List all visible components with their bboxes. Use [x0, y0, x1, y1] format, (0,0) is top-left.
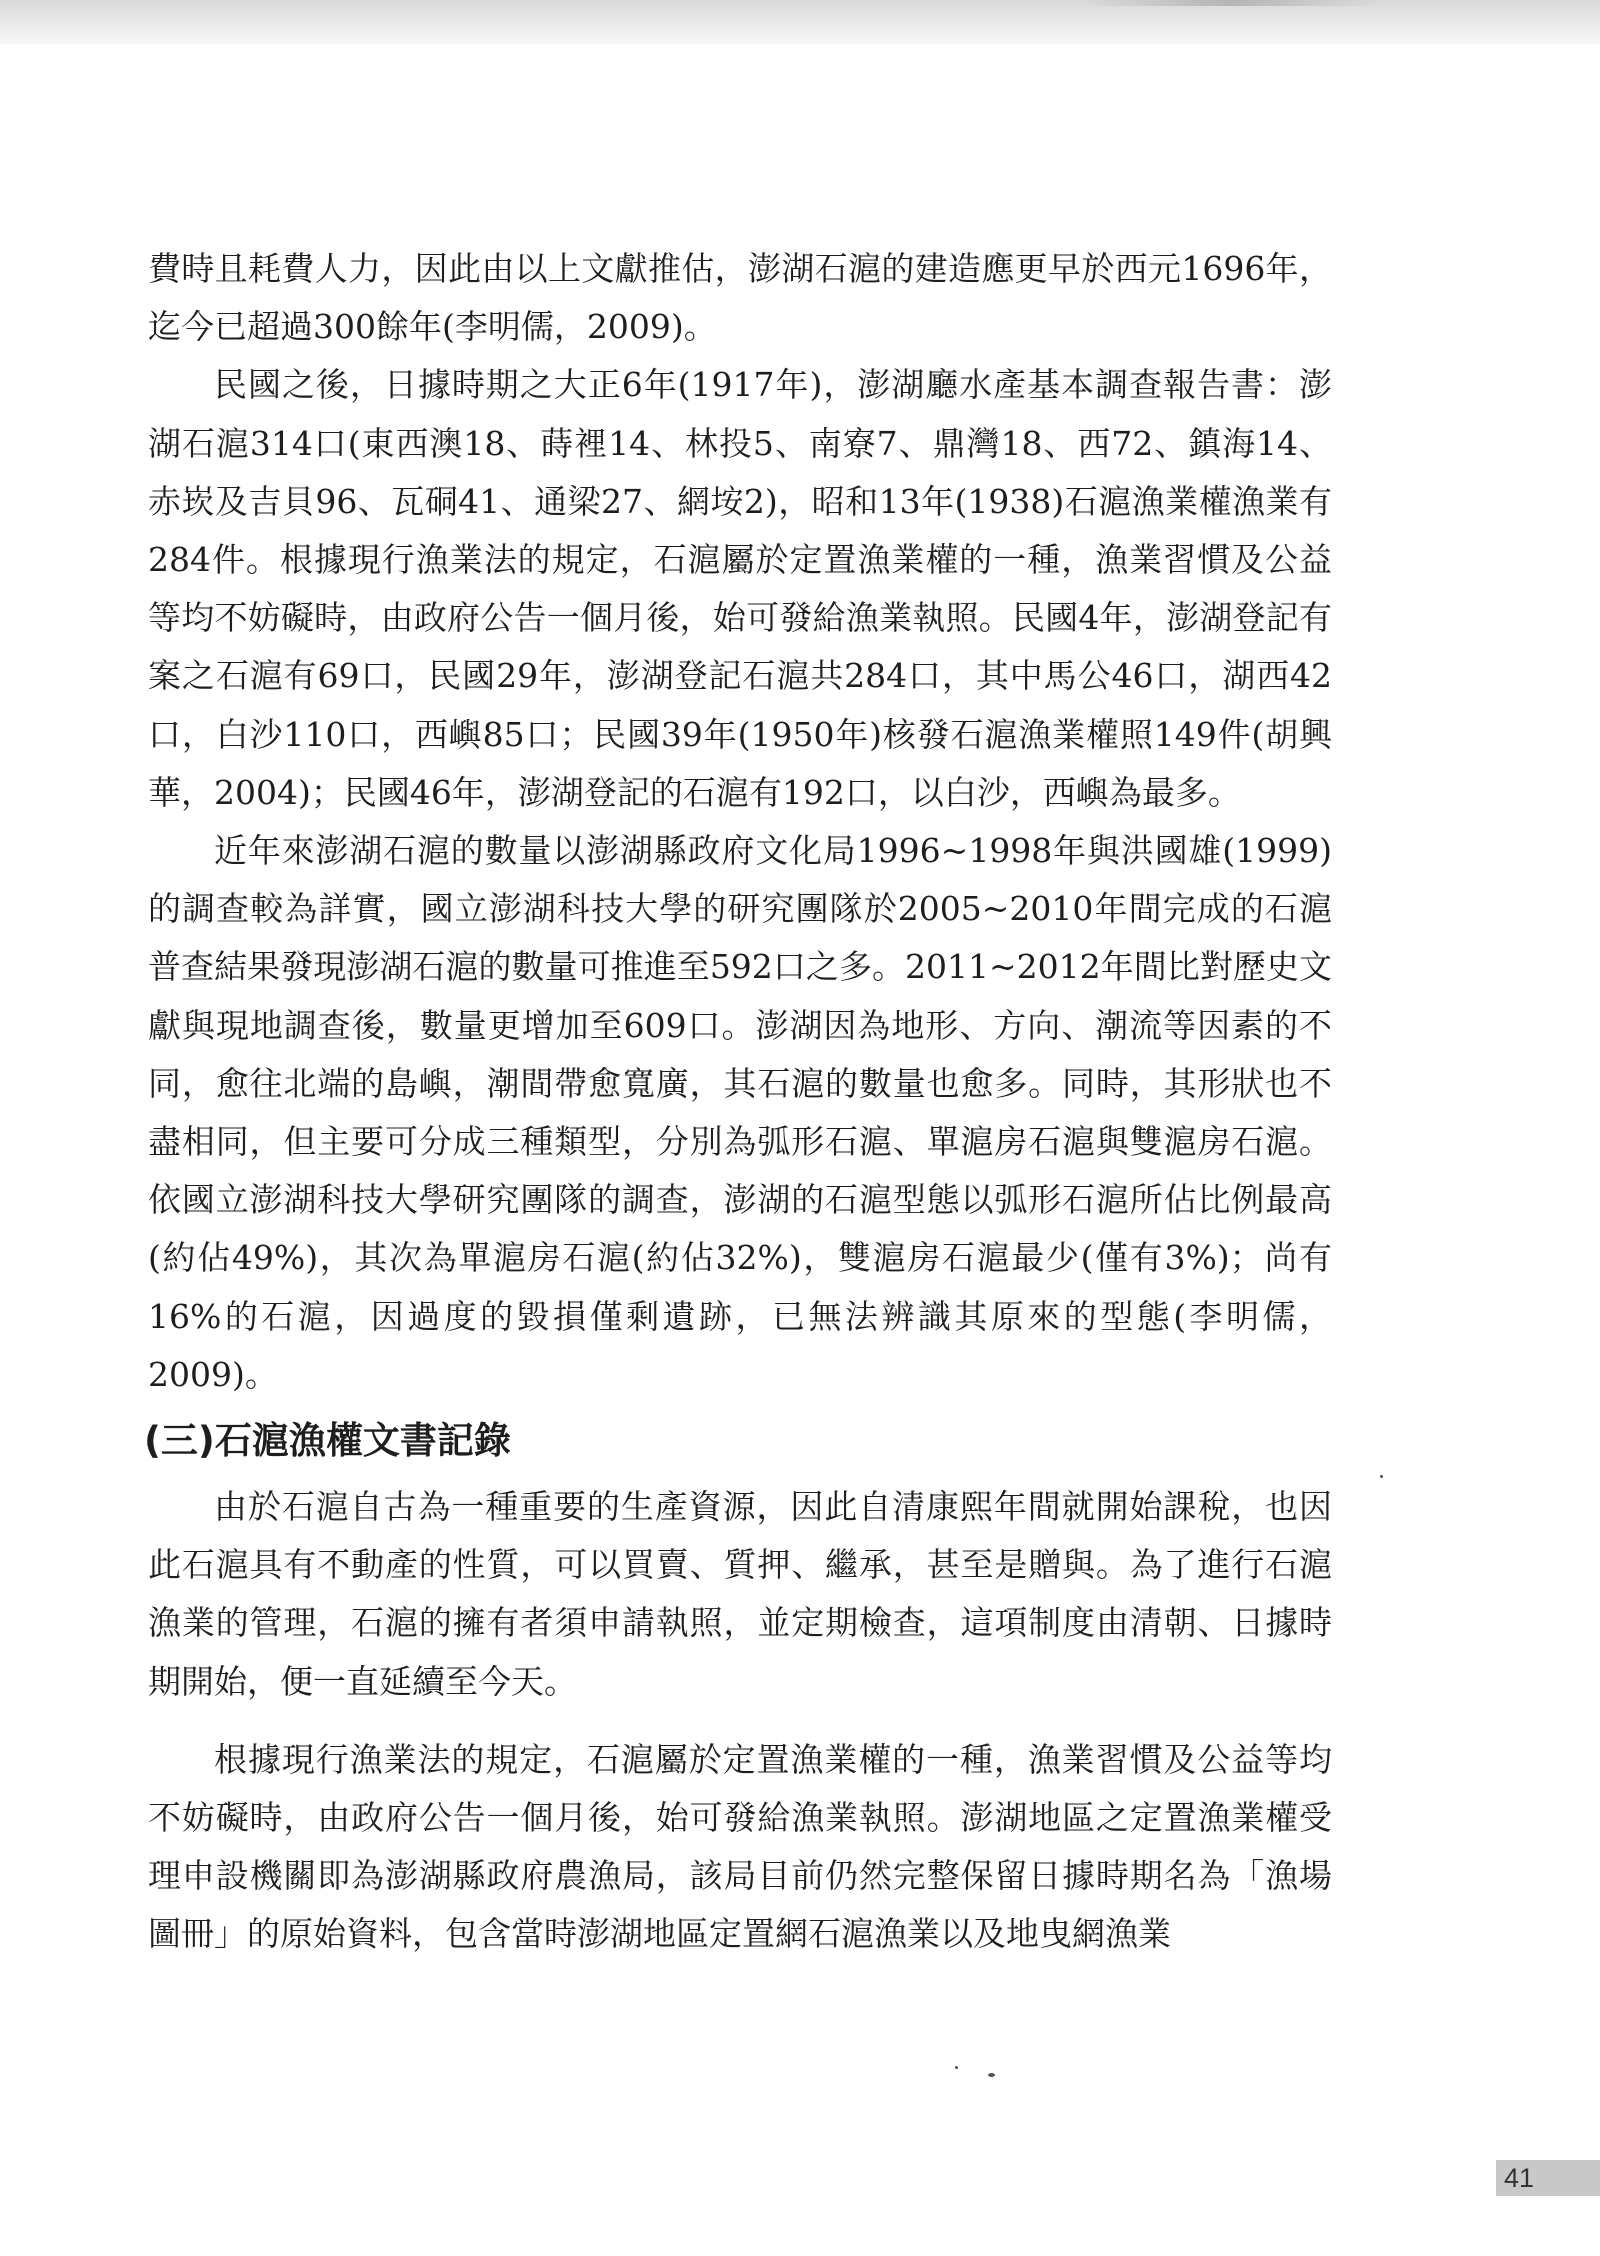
- paragraph-3: 近年來澎湖石滬的數量以澎湖縣政府文化局1996~1998年與洪國雄(1999)的調查較為詳實，國立澎湖科技大學的研究團隊於2005~2010年間完成的石滬普查結果發現澎湖石滬的數量可推進至592口之多。2011~2012年間比對歷史文獻與現地調查後，數量更增加至609口。澎湖因為地形、方向、潮流等因素的不同，愈往北端的島嶼，潮間帶愈寬廣，其石滬的數量也愈多。同時，其形狀也不盡相同，但主要可分成三種類型，分別為弧形石滬、單滬房石滬與雙滬房石滬。依國立澎湖科技大學研究團隊的調查，澎湖的石滬型態以弧形石滬所佔比例最高(約佔49%)，其次為單滬房石滬(約佔32%)，雙滬房石滬最少(僅有3%)；尚有16%的石滬，因過度的毀損僅剩遺跡，已無法辨識其原來的型態(李明儒，2009)。: [148, 831, 1332, 1394]
- scan-speck: [988, 2073, 995, 2077]
- paragraph-4: 由於石滬自古為一種重要的生產資源，因此自清康熙年間就開始課稅，也因此石滬具有不動產的性質，可以買賣、質押、繼承，甚至是贈與。為了進行石滬漁業的管理，石滬的擁有者須申請執照，並定期檢查，這項制度由清朝、日據時期開始，便一直延續至今天。: [148, 1487, 1332, 1701]
- paragraph-2: 民國之後，日據時期之大正6年(1917年)，澎湖廳水產基本調查報告書：澎湖石滬314口(東西澳18、蒔裡14、林投5、南寮7、鼎灣18、西72、鎮海14、赤崁及吉貝96、瓦硐41、通梁27、網垵2)，昭和13年(1938)石滬漁業權漁業有284件。根據現行漁業法的規定，石滬屬於定置漁業權的一種，漁業習慣及公益等均不妨礙時，由政府公告一個月後，始可發給漁業執照。民國4年，澎湖登記有案之石滬有69口，民國29年，澎湖登記石滬共284口，其中馬公46口，湖西42口，白沙110口，西嶼85口；民國39年(1950年)核發石滬漁業權照149件(胡興華，2004)；民國46年，澎湖登記的石滬有192口，以白沙，西嶼為最多。: [148, 365, 1332, 812]
- paragraph-1: 費時且耗費人力，因此由以上文獻推估，澎湖石滬的建造應更早於西元1696年，迄今已超過300餘年(李明儒，2009)。: [148, 249, 1332, 347]
- paragraph-5: 根據現行漁業法的規定，石滬屬於定置漁業權的一種，漁業習慣及公益等均不妨礙時，由政府公告一個月後，始可發給漁業執照。澎湖地區之定置漁業權受理申設機關即為澎湖縣政府農漁局，該局目前仍然完整保留日據時期名為「漁場圖冊」的原始資料，包含當時澎湖地區定置網石滬漁業以及地曳網漁業: [148, 1739, 1332, 1954]
- scan-speck: [955, 2066, 958, 2069]
- scan-top-shadow: [0, 0, 1600, 44]
- page-number: 41: [1504, 2163, 1535, 2193]
- section-heading: (三)石滬漁權文書記錄: [144, 1419, 511, 1463]
- scan-speck: [1380, 1475, 1383, 1478]
- scan-top-smudge: [1080, 0, 1380, 6]
- page-body: [144, 240, 1332, 1964]
- paragraph-gap: [148, 1711, 1332, 1731]
